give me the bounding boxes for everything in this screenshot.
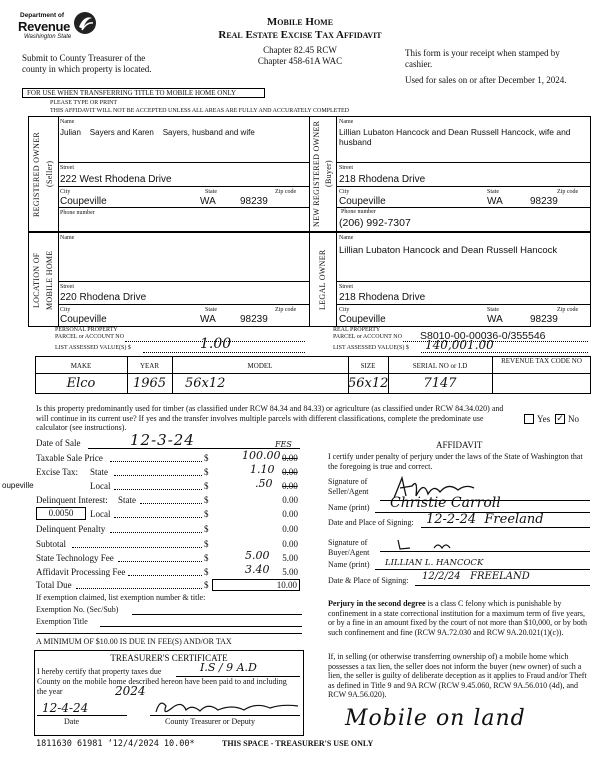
affidavit-title: AFFIDAVIT <box>436 440 483 450</box>
seller-section-label: REGISTERED OWNER (Seller) <box>32 131 54 217</box>
timber-question: Is this property predominantly used for timber (as classified under RCW 84.34 and 84.33) or agriculture (as classified under RCW 84.34.020) and will continue in its current use? If yes and the transfer involves multiple parcels with different classifications, complete the predominate use calculator (see instructions). <box>36 404 504 433</box>
legal-street-label: Street <box>339 284 353 290</box>
legal-zip-value[interactable]: 98239 <box>530 314 558 325</box>
exemption-title-label: Exemption Title <box>36 617 88 626</box>
taxable-sale-handwritten[interactable]: 100.00 <box>242 449 281 462</box>
buyer-state-label: State <box>487 189 499 195</box>
date-of-sale-label: Date of Sale <box>36 438 81 448</box>
perjury-bold: Perjury in the second degree <box>328 599 426 608</box>
total-due-label: Total Due <box>36 580 72 590</box>
table-header-revenue-code: REVENUE TAX CODE NO <box>501 357 582 365</box>
taxable-sale-label: Taxable Sale Price <box>36 453 103 463</box>
real-account-value[interactable]: S8010-00-00036-0/355546 <box>420 330 546 342</box>
submit-instruction: Submit to County Treasurer of the county in which property is located. <box>22 53 152 74</box>
tech-fee-label: State Technology Fee <box>36 553 114 563</box>
buyer-zip-label: Zip code <box>557 189 579 195</box>
location-street-label: Street <box>60 284 74 290</box>
personal-assessed-value[interactable]: 1.00 <box>200 336 232 352</box>
location-section-label: LOCATION OF MOBILE HOME <box>32 250 54 310</box>
excise-state-label: State <box>90 467 108 477</box>
revenue-swirl-icon <box>72 10 98 36</box>
personal-assessed-label: LIST ASSESSED VALUE(S) $ <box>55 345 131 351</box>
buyer-street-value[interactable]: 218 Rhodena Drive <box>339 174 426 185</box>
table-header-serial: SERIAL NO or I.D <box>412 362 468 370</box>
processing-fee-label: Affidavit Processing Fee <box>36 567 126 577</box>
buyer-name-label: Name <box>339 119 354 125</box>
treasurer-use-only: THIS SPACE - TREASURER'S USE ONLY <box>222 739 374 748</box>
table-make-value[interactable]: Elco <box>66 376 96 391</box>
seller-date-place-value[interactable]: 12-2-24 Freeland <box>426 512 544 527</box>
di-local-label: Local <box>90 509 111 519</box>
legal-city-label: City <box>339 307 350 313</box>
dp-dollar: $ <box>204 524 209 534</box>
buyer-phone-value[interactable]: (206) 992-7307 <box>339 217 411 229</box>
date-of-sale-value[interactable]: 12-3-24 <box>130 431 195 449</box>
taxable-note: FES <box>275 440 292 449</box>
total-due-dollar: $ <box>204 580 209 590</box>
processing-fee-value: 5.00 <box>282 567 298 577</box>
location-state-label: State <box>205 307 217 313</box>
excise-local-printed: 0.00 <box>282 481 298 491</box>
treasurer-cert-text-2: County on the mobile home described hereon have been paid to and including the year <box>37 677 287 696</box>
legal-street-value[interactable]: 218 Rhodena Drive <box>339 292 426 303</box>
table-header-size: SIZE <box>360 362 376 370</box>
di-local-value: 0.00 <box>282 509 298 519</box>
table-size-value[interactable]: 56x12 <box>348 376 389 391</box>
di-state-value: 0.00 <box>282 495 298 505</box>
tax-lien-notice: If, in selling (or otherwise transferring ownership of) a mobile home which possesses a tax lien, the seller does not inform the buyer (new owner) of such a lien, the seller is guilty of deliberate deception as it applies to Fraud and/or Theft as defined in Title 9 and 9A RCW (RCW 9.45.060, RCW 9A.56.010 (4d), and RCW 9A.56.020). <box>328 652 587 700</box>
buyer-signature <box>394 536 474 552</box>
table-serial-value[interactable]: 7147 <box>423 376 457 391</box>
form-title-1: Mobile Home <box>266 16 334 28</box>
dor-logo <box>18 10 100 46</box>
affidavit-certify: I certify under penalty of perjury under the laws of the State of Washington that the foregoing is true and correct. <box>328 452 583 471</box>
buyer-date-place-value[interactable]: 12/2/24 FREELAND <box>422 571 530 582</box>
real-assessed-value[interactable]: 140,001.00 <box>425 338 494 352</box>
excise-local-label: Local <box>90 481 111 491</box>
buyer-phone-label: Phone number <box>341 209 376 215</box>
buyer-city-value[interactable]: Coupeville <box>339 196 386 207</box>
perjury-notice <box>328 599 590 637</box>
seller-name-print-value[interactable]: Christie Carroll <box>390 495 501 511</box>
seller-city-value[interactable]: Coupeville <box>60 196 107 207</box>
handwritten-note: Mobile on land <box>345 706 526 731</box>
location-zip-label: Zip code <box>275 307 297 313</box>
seller-name-value[interactable]: Julian Sayers and Karen Sayers, husband and wife <box>60 128 255 137</box>
treasurer-year-handwritten[interactable]: 2024 <box>115 684 146 698</box>
legal-state-value[interactable]: WA <box>487 314 503 325</box>
seller-state-label: State <box>205 189 217 195</box>
logo-name: Revenue <box>18 19 71 34</box>
treasurer-sig-label: County Treasurer or Deputy <box>165 717 255 726</box>
seller-name-label: Name <box>60 119 75 125</box>
subtotal-value: 0.00 <box>282 539 298 549</box>
legal-city-value[interactable]: Coupeville <box>339 314 386 325</box>
di-local-dollar: $ <box>204 509 209 519</box>
chapter-wac: Chapter 458-61A WAC <box>257 56 343 66</box>
tech-fee-dollar: $ <box>204 553 209 563</box>
location-city-label: City <box>60 307 71 313</box>
chapter-rcw: Chapter 82.45 RCW <box>263 45 337 55</box>
accept-note: THIS AFFIDAVIT WILL NOT BE ACCEPTED UNLESS ALL AREAS ARE FULLY AND ACCURATELY COMPLETED <box>50 108 349 114</box>
seller-date-place-label: Date and Place of Signing: <box>328 518 414 527</box>
processing-fee-dollar: $ <box>204 567 209 577</box>
personal-property-label: PERSONAL PROPERTY <box>55 327 118 333</box>
seller-name-print-label: Name (print) <box>328 503 370 512</box>
buyer-city-label: City <box>339 189 350 195</box>
legal-name-label: Name <box>339 235 354 241</box>
excise-tax-label: Excise Tax: <box>36 467 78 477</box>
perjury-text: is a class C felony which is punishable by confinement in a state correctional institution for a maximum term of five years, or by a fine in an amount fixed by the court of not more than $10,000, or by both such confinement and fine (RCW 9A.72.030 and RCW 9A.20.021(1)(c)). <box>328 599 588 637</box>
receipt-note: This form is your receipt when stamped by cashier. <box>405 48 560 69</box>
no-label: No <box>568 414 579 424</box>
print-note: PLEASE TYPE OR PRINT <box>50 100 118 106</box>
personal-parcel-label: PARCEL or ACCOUNT NO <box>55 334 124 340</box>
table-model-value[interactable]: 56x12 <box>185 376 226 391</box>
excise-local-handwritten[interactable]: .50 <box>255 477 273 490</box>
logo-dept: Department of <box>20 12 65 19</box>
real-property-label: REAL PROPERTY <box>333 327 381 333</box>
receipt-stamp: 1811630 61981 ‘12/4/2024 10.00* <box>36 739 195 749</box>
yes-label: Yes <box>537 414 551 424</box>
seller-street-label: Street <box>60 165 74 171</box>
seller-street-value[interactable]: 222 West Rhodena Drive <box>60 174 172 185</box>
table-header-make: MAKE <box>70 362 92 370</box>
taxable-sale-printed: 0.00 <box>282 453 298 463</box>
di-state-label: State <box>118 495 136 505</box>
real-parcel-label: PARCEL or ACCOUNT NO <box>333 334 402 340</box>
table-header-model: MODEL <box>247 362 273 370</box>
buyer-section-label: NEW REGISTERED OWNER (Buyer) <box>312 120 333 228</box>
seller-zip-label: Zip code <box>275 189 297 195</box>
taxable-dollar: $ <box>204 453 209 463</box>
seller-signature-label: Signature of Seller/Agent <box>328 477 369 496</box>
buyer-name-print-value[interactable]: LILLIAN L. HANCOCK <box>385 558 484 568</box>
treasurer-date-label: Date <box>64 717 80 726</box>
subtotal-dollar: $ <box>204 539 209 549</box>
interest-rate-box[interactable]: 0.0050 <box>36 507 86 520</box>
di-state-dollar: $ <box>204 495 209 505</box>
legal-name-value[interactable]: Lillian Lubaton Hancock and Dean Russell Hancock <box>339 245 558 256</box>
county-name-fragment: oupeville <box>2 481 34 490</box>
treasurer-date-handwritten[interactable]: 12-4-24 <box>42 701 89 715</box>
location-zip-value[interactable]: 98239 <box>240 314 268 325</box>
location-city-value[interactable]: Coupeville <box>60 314 107 325</box>
real-assessed-label: LIST ASSESSED VALUE(S) $ <box>333 345 409 351</box>
exemption-note: If exemption claimed, list exemption number & title: <box>36 593 206 602</box>
excise-local-dollar: $ <box>204 481 209 491</box>
transfer-banner: FOR USE WHEN TRANSFERRING TITLE TO MOBILE HOME ONLY <box>22 88 265 98</box>
minimum-due-note: A MINIMUM OF $10.00 IS DUE IN FEE(S) AND/OR TAX <box>36 637 232 646</box>
excise-state-dollar: $ <box>204 467 209 477</box>
logo-state: Washington State <box>24 34 72 40</box>
seller-city-label: City <box>60 189 71 195</box>
treasurer-certificate-title: TREASURER'S CERTIFICATE <box>110 653 228 663</box>
subtotal-label: Subtotal <box>36 539 67 549</box>
no-checkbox[interactable]: ✓ <box>556 414 564 424</box>
buyer-name-value[interactable]: Lillian Lubaton Hancock and Dean Russell Hancock, wife and husband <box>339 127 571 147</box>
table-header-year: YEAR <box>139 362 160 370</box>
buyer-date-place-label: Date & Place of Signing: <box>328 576 409 585</box>
seller-phone-label: Phone number <box>60 210 95 216</box>
form-title-2: Real Estate Excise Tax Affidavit <box>218 29 382 41</box>
treasurer-signature <box>152 696 302 718</box>
excise-state-printed: 0.00 <box>282 467 298 477</box>
location-state-value[interactable]: WA <box>200 314 216 325</box>
tech-fee-value: 5.00 <box>282 553 298 563</box>
location-street-value[interactable]: 220 Rhodena Drive <box>60 292 147 303</box>
buyer-state-value[interactable]: WA <box>487 196 503 207</box>
delinquent-penalty-label: Delinquent Penalty <box>36 524 106 534</box>
table-year-value[interactable]: 1965 <box>132 376 167 391</box>
legal-state-label: State <box>487 307 499 313</box>
delinquent-interest-label: Delinquent Interest: <box>36 495 108 505</box>
treasurer-cert-text-1: I hereby certify that property taxes due <box>37 667 162 676</box>
excise-state-handwritten[interactable]: 1.10 <box>250 463 275 476</box>
seller-state-value[interactable]: WA <box>200 196 216 207</box>
tech-fee-handwritten[interactable]: 5.00 <box>245 549 270 562</box>
buyer-name-print-label: Name (print) <box>328 560 370 569</box>
buyer-zip-value[interactable]: 98239 <box>530 196 558 207</box>
treasurer-county-handwritten[interactable]: I.S / 9 A.D <box>200 661 257 674</box>
exemption-number-label: Exemption No. (Sec/Sub) <box>36 605 119 614</box>
buyer-street-label: Street <box>339 165 353 171</box>
buyer-signature-label: Signature of Buyer/Agent <box>328 538 370 557</box>
location-name-label: Name <box>60 235 75 241</box>
legal-section-label: LEGAL OWNER <box>318 249 327 311</box>
total-due-value[interactable]: 10.00 <box>212 579 300 591</box>
dp-value: 0.00 <box>282 524 298 534</box>
processing-fee-handwritten[interactable]: 3.40 <box>245 563 270 576</box>
legal-zip-label: Zip code <box>557 307 579 313</box>
table-revenue-code-value[interactable] <box>492 376 591 392</box>
seller-zip-value[interactable]: 98239 <box>240 196 268 207</box>
yes-checkbox[interactable] <box>524 414 534 424</box>
used-for-note: Used for sales on or after December 1, 2024. <box>405 75 567 85</box>
